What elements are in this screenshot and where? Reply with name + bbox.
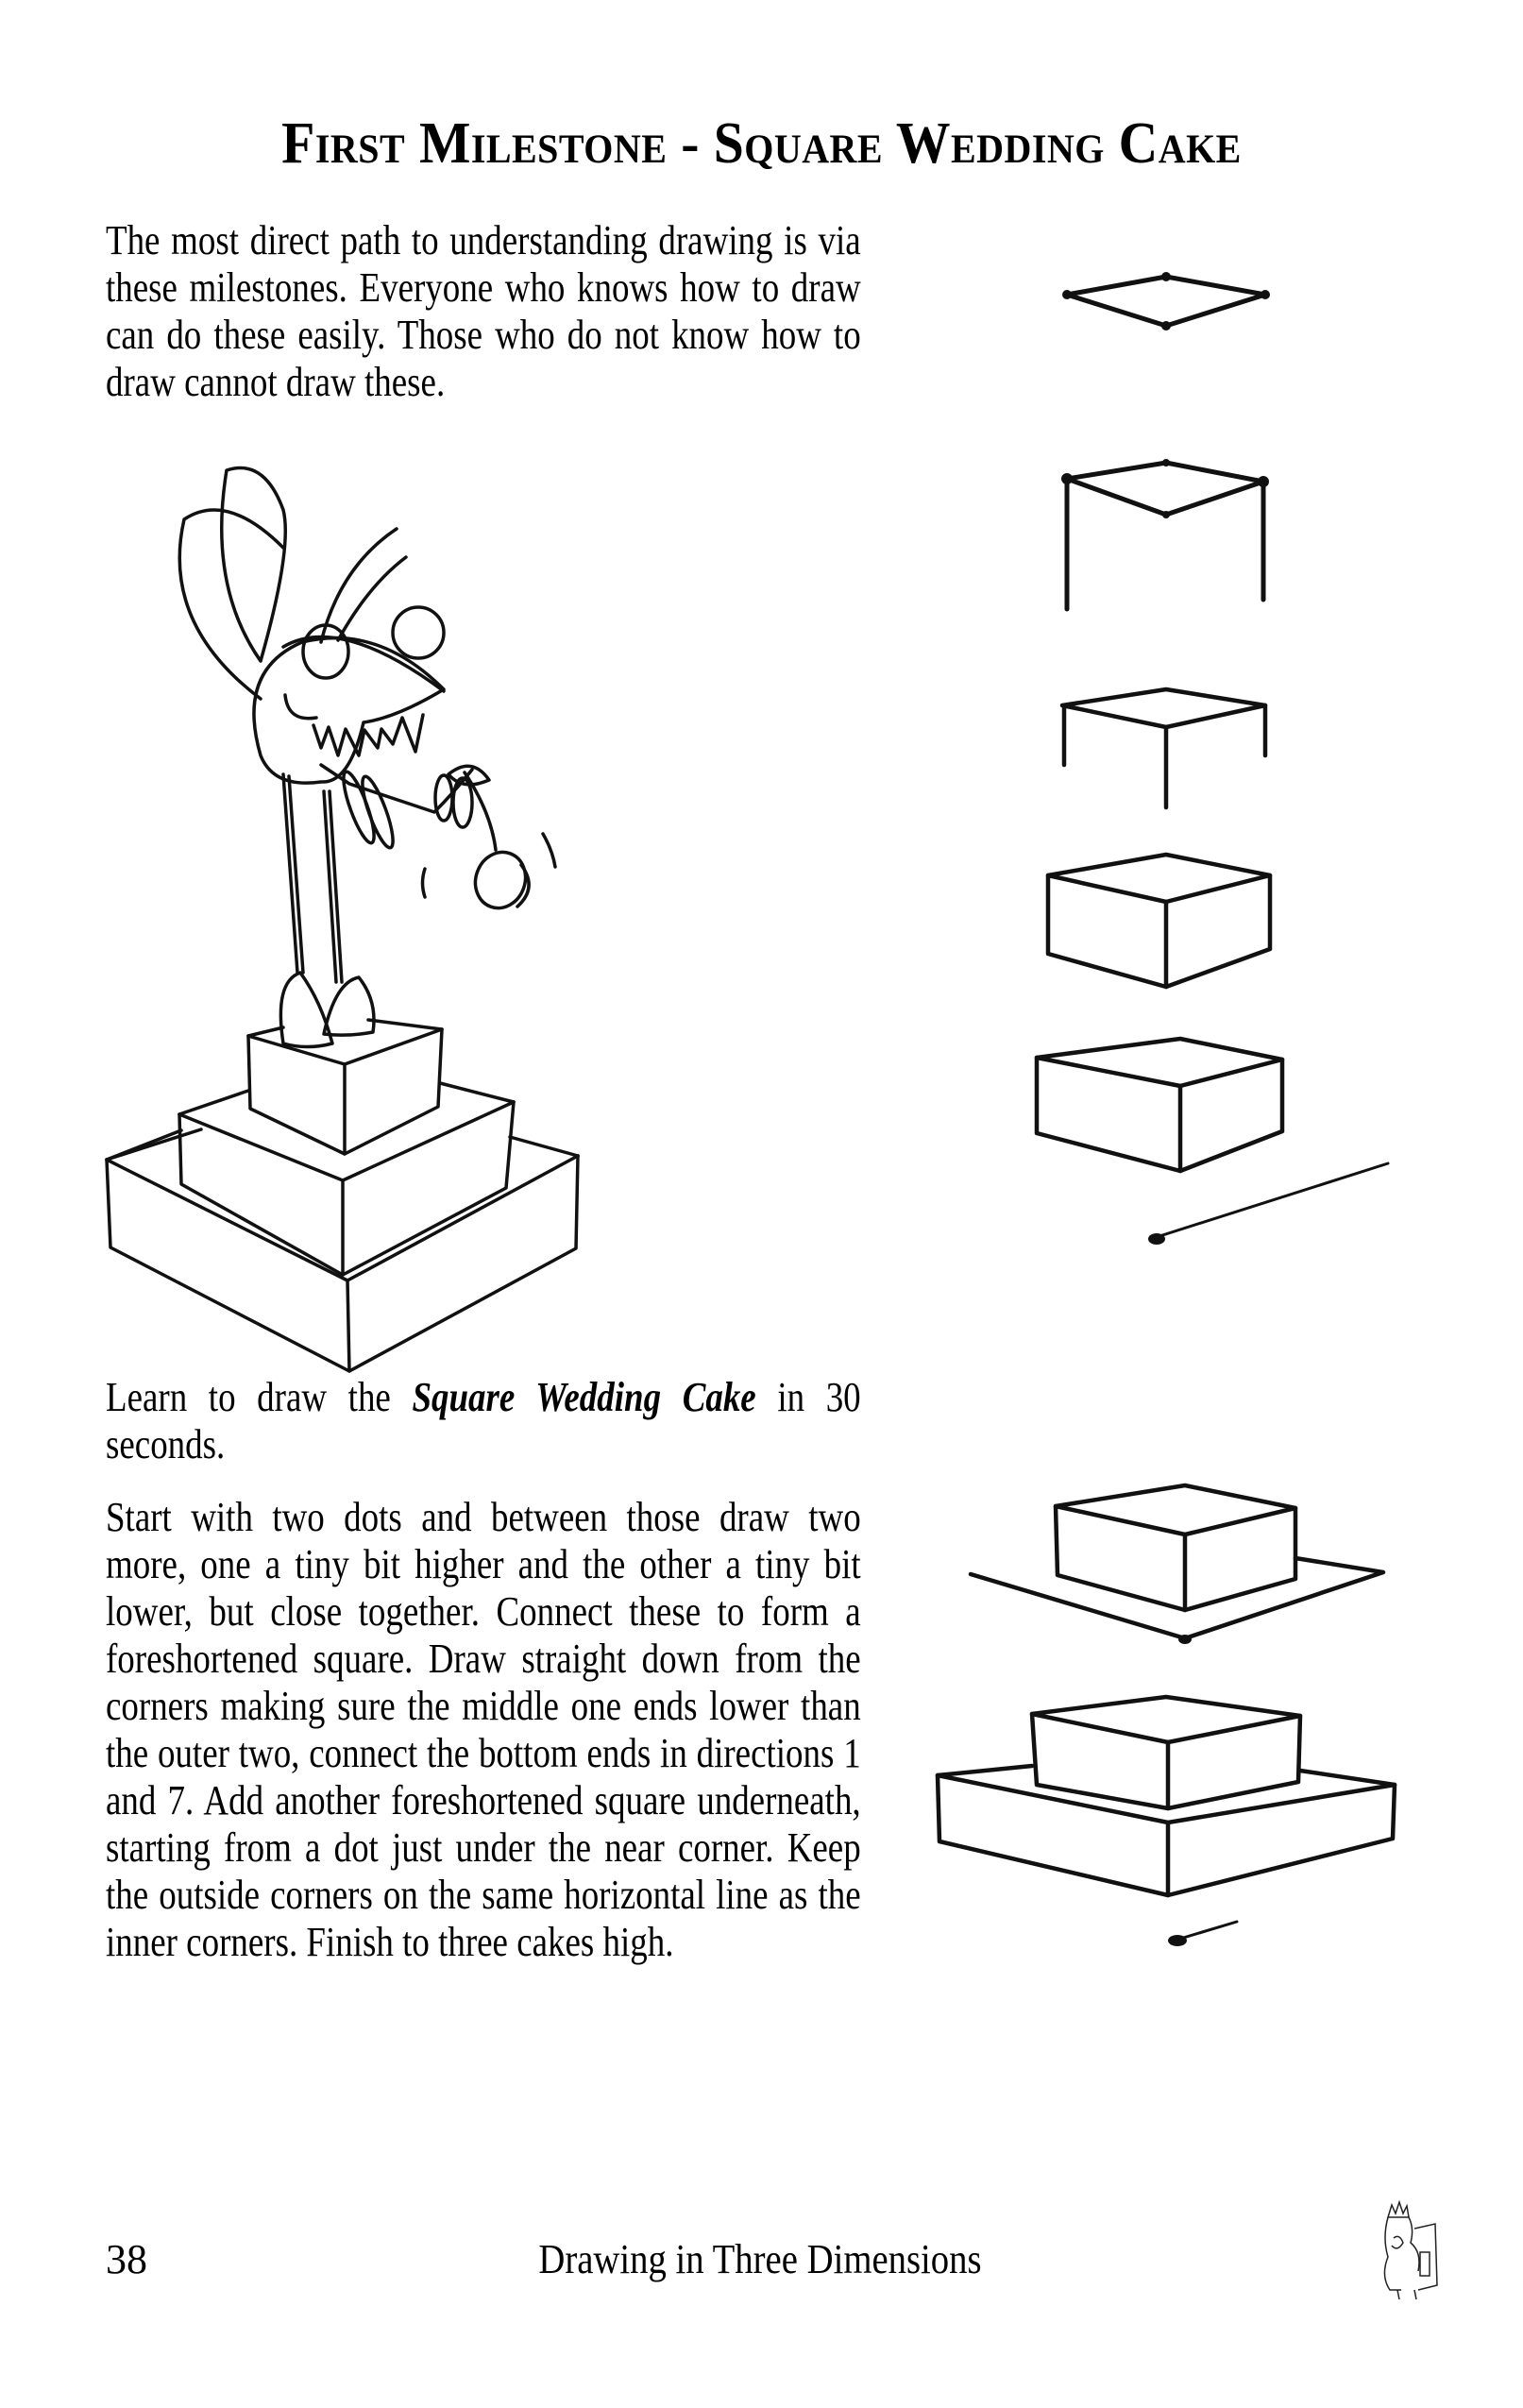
intro-paragraph: The most direct path to understanding drawing is via these milestones. Everyone who knows how to draw can do these easily. Those who do not know how to draw cannot draw these. [106, 217, 861, 405]
lead-suffix: in 30 seconds. [106, 1374, 861, 1467]
step-6-box-on-square [944, 1483, 1379, 1671]
step-4-completed-box [1039, 855, 1284, 1043]
book-title: Drawing in Three Dimensions [538, 2236, 982, 2282]
lead-sentence [106, 1374, 861, 1468]
step-1-foreshortened-square [1048, 274, 1294, 349]
step-5-box-with-guide [1029, 1039, 1379, 1265]
lead-emphasis: Square Wedding Cake [412, 1374, 756, 1420]
king-artist-logo-icon [1380, 2200, 1437, 2299]
lead-prefix: Learn to draw the [106, 1374, 413, 1420]
bug-on-cake-illustration [94, 529, 944, 1360]
page-title: First Milestone - Square Wedding Cake [281, 111, 1242, 176]
step-7-two-tier-cake [930, 1686, 1402, 1969]
guide-dot [1148, 1233, 1165, 1245]
step-3-square-three-verticals [1048, 685, 1294, 817]
page-number: 38 [106, 2236, 147, 2282]
instructions-paragraph: Start with two dots and between those draw two more, one a tiny bit higher and the other a tiny bit lower, but close together. Connect these to form a foreshortened square. Draw straight down from the corners making sure the middle one ends lower than the outer two, connect the bottom ends in directions 1 and 7. Add another foreshortened square underneath, starting from a dot just under the near corner. Keep the outside corners on the same horizontal line as the inner corners. Finish to three cakes high. [106, 1494, 861, 1965]
step-2-square-outer-verticals [1048, 458, 1294, 619]
